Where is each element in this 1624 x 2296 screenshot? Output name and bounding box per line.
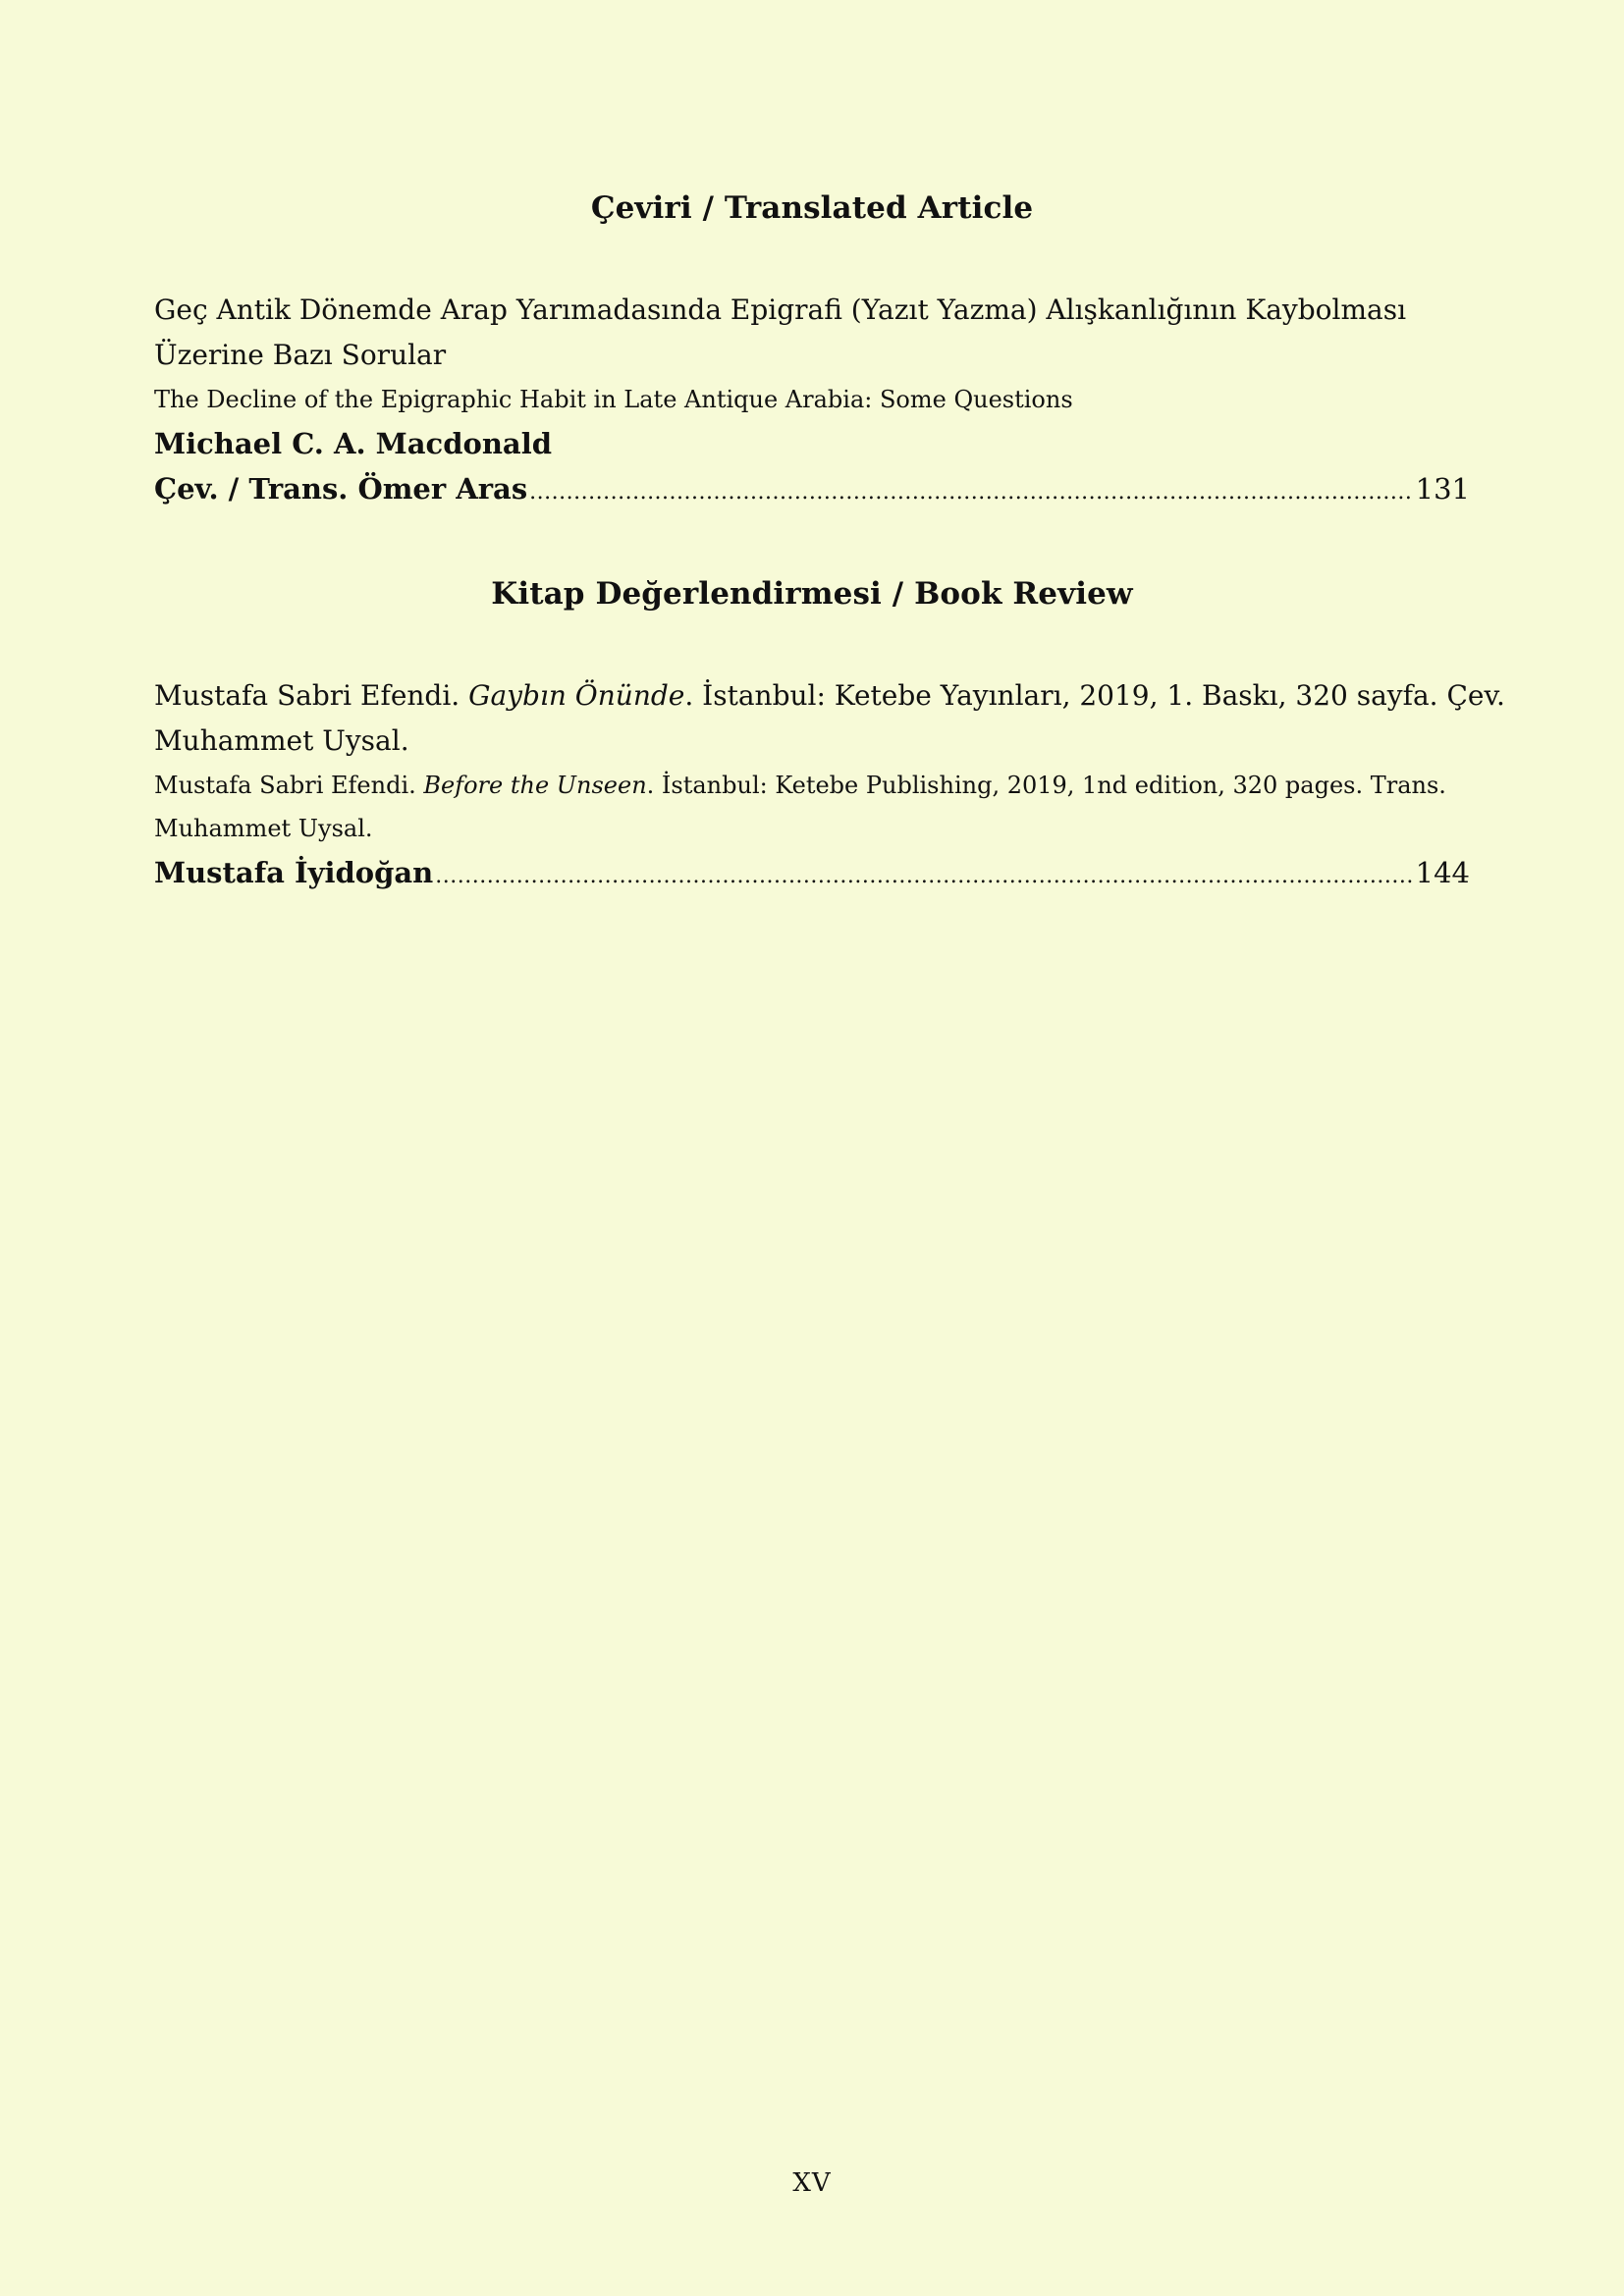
review-citation-tr-line-1 xyxy=(154,673,1505,719)
entry-translator: Çev. / Trans. Ömer Aras xyxy=(154,472,528,506)
entry-reviewer: Mustafa İyidoğan xyxy=(154,856,434,889)
page-number: XV xyxy=(792,2168,832,2198)
toc-line-reviewer xyxy=(154,850,1470,899)
entry-page-number: 144 xyxy=(1415,856,1470,889)
dot-leader xyxy=(529,470,1411,515)
review-citation-tr-line-2: Muhammet Uysal. xyxy=(154,724,409,757)
section-heading-book-review: Kitap Değerlendirmesi / Book Review xyxy=(491,576,1133,612)
toc-page xyxy=(154,0,1505,2296)
toc-line-translator xyxy=(154,466,1470,515)
review-book-title-en: Before the Unseen xyxy=(423,772,647,799)
entry-title-tr-line-1: Geç Antik Dönemde Arap Yarımadasında Epigrafi (Yazıt Yazma) Alışkanlığının Kaybolması xyxy=(154,294,1407,326)
review-citation-en-publisher: . İstanbul: Ketebe Publishing, 2019, 1nd edition, 320 pages. Trans. xyxy=(646,772,1446,799)
review-book-title-tr: Gaybın Önünde xyxy=(468,679,685,712)
review-citation-en-author: Mustafa Sabri Efendi. xyxy=(154,772,424,799)
entry-author: Michael C. A. Macdonald xyxy=(154,427,553,460)
dot-leader xyxy=(435,854,1411,899)
review-citation-tr-publisher: . İstanbul: Ketebe Yayınları, 2019, 1. Baskı, 320 sayfa. Çev. xyxy=(684,679,1505,712)
toc-entry-translated-article xyxy=(154,288,1470,515)
review-citation-tr-author: Mustafa Sabri Efendi. xyxy=(154,679,469,712)
review-citation-en-line-1 xyxy=(154,764,1470,807)
section-heading-translated-article: Çeviri / Translated Article xyxy=(590,190,1034,226)
entry-title-tr-line-2: Üzerine Bazı Sorular xyxy=(154,339,447,371)
entry-page-number: 131 xyxy=(1415,472,1470,506)
toc-entry-book-review xyxy=(154,673,1505,899)
entry-title-en: The Decline of the Epigraphic Habit in Late Antique Arabia: Some Questions xyxy=(154,386,1073,413)
review-citation-en-line-2: Muhammet Uysal. xyxy=(154,815,373,842)
